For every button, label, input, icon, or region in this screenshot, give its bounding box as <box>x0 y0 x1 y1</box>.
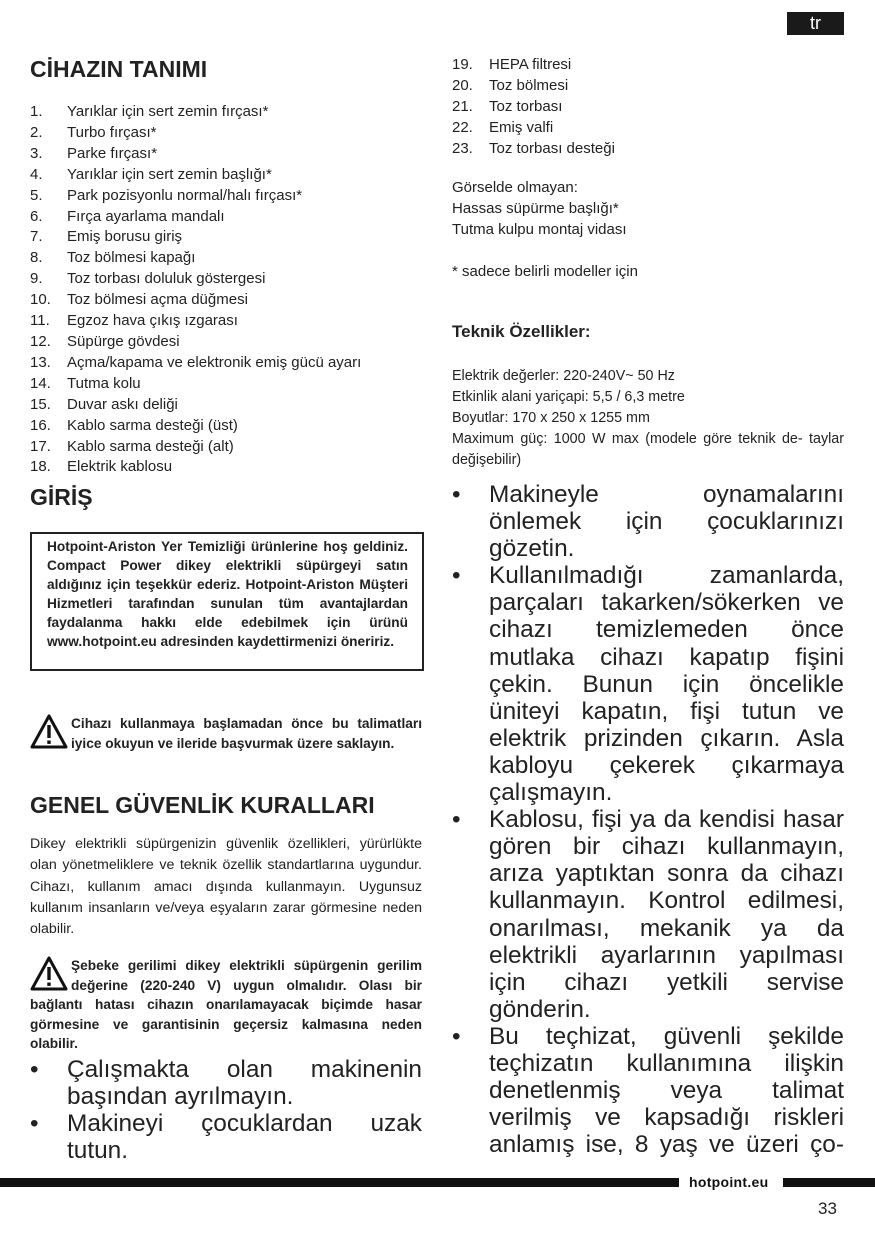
list-item: • Kablosu, fişi ya da kendisi hasar gören bir cihazı kullanmayın, arıza yaptıktan sonra da cihazı kullanmayın. Kontrol edilmesi, onarılması, mekanik ya da elektrikli ayarlarının yapılması için cihazı yetkili servise gönderin. <box>452 806 844 1023</box>
item-text: Yarıklar için sert zemin başlığı* <box>67 165 272 183</box>
spec-line: Elektrik değerler: 220-240V~ 50 Hz <box>452 368 675 384</box>
page-number: 33 <box>818 1199 837 1218</box>
item-number: 15. <box>30 395 51 413</box>
item-number: 2. <box>30 123 43 141</box>
language-tab: tr <box>787 12 844 35</box>
item-text: Parke fırçası* <box>67 144 158 162</box>
device-description-title: CİHAZIN TANIMI <box>30 56 208 82</box>
technical-specs <box>452 366 844 471</box>
list-item <box>452 97 615 118</box>
spec-line: Etkinlik alani yariçapi: 5,5 / 6,3 metre <box>452 388 685 405</box>
list-item <box>30 207 361 228</box>
item-text: Egzoz hava çıkış ızgarası <box>67 312 238 330</box>
list-item <box>452 55 615 76</box>
list-item <box>30 416 361 437</box>
bullet-list-right <box>452 481 844 1158</box>
list-item <box>30 374 361 395</box>
technical-specs-title: Teknik Özellikler: <box>452 322 591 341</box>
not-shown-item: Hassas süpürme başlığı* <box>452 200 619 217</box>
list-item <box>30 123 361 144</box>
item-text: Süpürge gövdesi <box>67 332 180 350</box>
list-item <box>30 290 361 311</box>
item-text: Elektrik kablosu <box>67 458 173 476</box>
list-item <box>452 118 615 139</box>
item-text: Fırça ayarlama mandalı <box>67 207 225 225</box>
item-text: Toz bölmesi <box>489 76 569 94</box>
not-shown-item: Tutma kulpu montaj vidası <box>452 221 627 238</box>
list-item: • Kullanılmadığı zamanlarda, parçaları takarken/sökerken ve cihazı temizlemeden önce mutlaka cihazı kapatıp fişini çekin. Bunun için öncelikle üniteyi kapatın, fişi tutun ve elektrik prizinden çıkarın. Asla kabloyu çekerek çıkarmaya çalışmayın. <box>452 562 844 806</box>
item-text: Duvar askı deliği <box>67 395 178 413</box>
item-number: 12. <box>30 332 51 350</box>
warning-voltage: Şebeke gerilimi dikey elektrikli süpürgenin gerilim değerine (220-240 V) uygun olmalıdır. Olası bir bağlantı hatası cihazın onarılamayacak biçimde hasar görmesine ve garantisinin geçersiz kalmasına neden olabilir. <box>30 958 422 1052</box>
spec-line: Boyutlar: 170 x 250 x 1255 mm <box>452 409 650 426</box>
list-item <box>30 186 361 207</box>
item-number: 4. <box>30 165 43 183</box>
item-text: Emiş borusu giriş <box>67 228 183 246</box>
list-item <box>452 139 615 160</box>
list-item <box>30 269 361 290</box>
list-item <box>30 395 361 416</box>
item-text: Kablo sarma desteği (üst) <box>67 416 238 434</box>
item-text: Emiş valfi <box>489 118 554 136</box>
parts-list-left <box>30 102 361 478</box>
item-text: HEPA filtresi <box>489 56 572 73</box>
item-text: Toz torbası <box>489 97 563 115</box>
item-number: 14. <box>30 374 51 392</box>
item-number: 19. <box>452 56 473 73</box>
list-item <box>30 311 361 332</box>
general-safety-title: GENEL GÜVENLİK KURALLARI <box>30 792 375 818</box>
parts-list-right <box>452 55 615 160</box>
safety-paragraph: Dikey elektrikli süpürgenizin güvenlik özellikleri, yürürlükte olan yönetmeliklere ve teknik özellik standartlarına uygundur. Cihazı, kullanım amacı dışında kullanmayın. Uygunsuz kullanım insanların ve/veya eşyaların zarar görmesine neden olabilir. <box>30 836 422 938</box>
item-number: 10. <box>30 291 51 309</box>
list-item <box>30 165 361 186</box>
item-number: 9. <box>30 270 43 288</box>
list-item <box>30 227 361 248</box>
item-text: Toz torbası desteği <box>489 139 615 157</box>
list-item: • Makineyi çocuklardan uzak tutun. <box>30 1110 422 1164</box>
spec-line: Maximum güç: 1000 W max (modele göre teknik de- taylar değişebilir) <box>452 430 844 468</box>
footer-rule <box>0 1178 679 1187</box>
list-item <box>30 457 361 478</box>
warning-icon <box>30 956 68 992</box>
item-text: Kablo sarma desteği (alt) <box>67 437 234 455</box>
intro-title: GİRİŞ <box>30 484 93 510</box>
item-text: Tutma kolu <box>67 374 141 392</box>
list-item: • Makineyle oynamalarını önlemek için çocuklarınızı gözetin. <box>452 481 844 562</box>
warning-icon <box>30 714 68 750</box>
list-item: • Çalışmakta olan makinenin başından ayrılmayın. <box>30 1056 422 1110</box>
footer-brand: hotpoint.eu <box>689 1174 769 1190</box>
item-text: Turbo fırçası* <box>67 123 157 141</box>
item-number: 23. <box>452 139 473 157</box>
item-number: 11. <box>30 312 50 330</box>
item-number: 17. <box>30 437 51 455</box>
item-number: 16. <box>30 416 51 434</box>
not-shown-label: Görselde olmayan: <box>452 179 578 196</box>
list-item <box>30 353 361 374</box>
item-text: Yarıklar için sert zemin fırçası* <box>67 103 269 120</box>
warning-read-instructions: Cihazı kullanmaya başlamadan önce bu talimatları iyice okuyun ve ileride başvurmak üzere saklayın. <box>30 714 422 753</box>
bullet-list-left <box>30 1056 422 1164</box>
item-number: 1. <box>30 103 43 120</box>
item-number: 6. <box>30 207 43 225</box>
item-text: Açma/kapama ve elektronik emiş gücü ayarı <box>67 353 362 371</box>
item-number: 13. <box>30 353 51 371</box>
list-item <box>30 144 361 165</box>
item-text: Toz bölmesi kapağı <box>67 249 196 267</box>
item-number: 18. <box>30 458 51 476</box>
item-number: 7. <box>30 228 43 246</box>
item-text: Toz torbası doluluk göstergesi <box>67 270 266 288</box>
item-number: 21. <box>452 97 473 115</box>
item-number: 8. <box>30 249 43 267</box>
footnote: * sadece belirli modeller için <box>452 263 638 280</box>
item-text: Toz bölmesi açma düğmesi <box>67 291 248 309</box>
footer-rule <box>783 1178 875 1187</box>
list-item <box>30 248 361 269</box>
list-item <box>30 332 361 353</box>
item-number: 3. <box>30 144 43 162</box>
item-text: Park pozisyonlu normal/halı fırçası* <box>67 186 303 204</box>
intro-box: Hotpoint-Ariston Yer Temizliği ürünlerine hoş geldiniz. Compact Power dikey elektrikli süpürgeyi satın aldığınız için teşekkür ederiz. Hotpoint-Ariston Müşteri Hizmetleri tarafından sunulan tüm avantajlardan faydalanma hakkı elde edebilmek için ürünü www.hotpoint.eu adresinden kaydettirmenizi öneririz. <box>30 532 424 671</box>
list-item <box>30 102 361 123</box>
list-item <box>452 76 615 97</box>
list-item: • Bu teçhizat, güvenli şekilde teçhizatın kullanımına ilişkin denetlenmiş veya talimat verilmiş ve kapsadığı riskleri anlamış ise, 8 yaş ve üzeri ço- <box>452 1023 844 1158</box>
item-number: 22. <box>452 118 473 136</box>
list-item <box>30 437 361 458</box>
item-number: 5. <box>30 186 43 204</box>
item-number: 20. <box>452 76 473 94</box>
